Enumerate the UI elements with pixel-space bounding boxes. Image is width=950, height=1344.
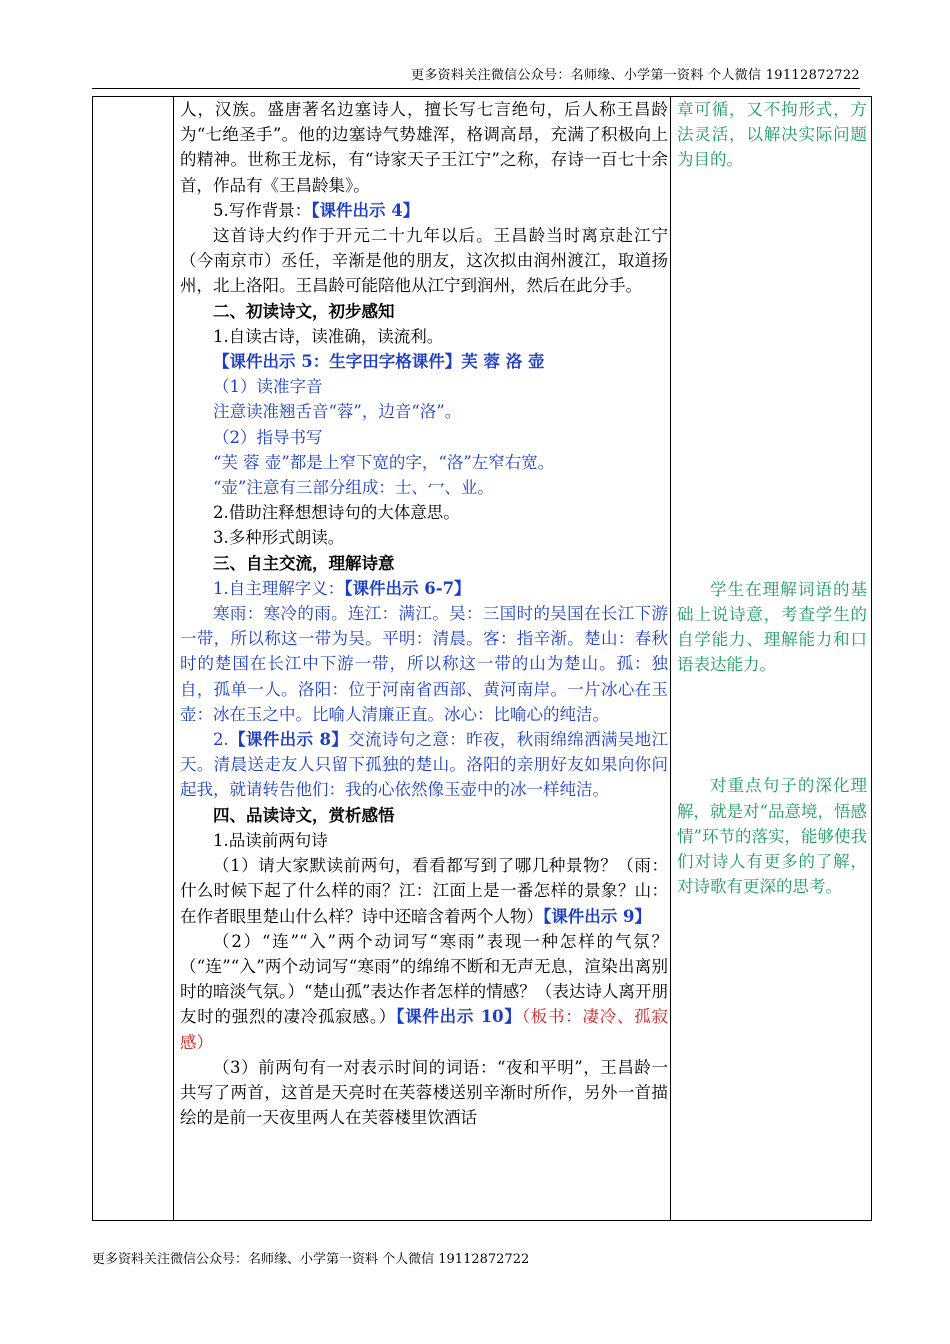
- courseware-tag-10: 【课件出示 10】: [396, 1007, 522, 1027]
- question-2: [180, 929, 668, 1055]
- teaching-process-cell: [174, 97, 671, 1221]
- read-step-3: 3.多种形式朗读。: [213, 528, 345, 548]
- poem-meaning-text: 交流诗句之意：昨夜，秋雨绵绵洒满吴地江天。清晨送走友人只留下孤独的楚山。洛阳的亲朋好友如果向你问起我，就请转告他们：我的心依然像玉壶中的冰一样纯洁。: [180, 730, 669, 800]
- section-heading-2: 二、初读诗文，初步感知: [213, 301, 395, 321]
- word-meaning-label: 1.自主理解字义：: [213, 578, 345, 598]
- courseware-tag-8: 【课件出示 8】: [228, 730, 349, 750]
- word-meaning-line: [180, 576, 668, 601]
- author-intro: 人，汉族。盛唐著名边塞诗人，擅长写七言绝句，后人称王昌龄为“七绝圣手”。他的边塞诗气势雄浑，格调高昂，充满了积极向上的精神。世称王龙标，有“诗家天子王江宁”之称，存诗一百七十余首，作品有《王昌龄集》。: [180, 100, 668, 195]
- intent-note-2: 学生在理解词语的基础上说诗意，考查学生的自学能力、理解能力和口语表达能力。: [677, 579, 867, 675]
- background-text: 这首诗大约作于开元二十九年以后。王昌龄当时离京赴江宁（今南京市）丞任，辛渐是他的朋友，这次拟由润州渡江，取道扬州，北上洛阳。王昌龄可能陪他从江宁到润州，然后在此分手。: [180, 226, 668, 296]
- header-rule: [92, 88, 860, 89]
- subheading-writing: （2）指导书写: [213, 427, 323, 447]
- design-intent-cell: [671, 97, 872, 1221]
- question-3: （3）前两句有一对表示时间的词语：“夜和平明”，王昌龄一共写了两首，这首是天亮时在芙蓉楼送别辛渐时所作，另外一首描绘的是前一天夜里两人在芙蓉楼里饮酒话: [180, 1057, 668, 1128]
- background-line: [180, 198, 668, 223]
- read-step-1: 1.自读古诗，读准确，读流利。: [213, 326, 444, 346]
- read-step-2: 2.借助注释想想诗句的大体意思。: [213, 503, 460, 523]
- spacer: [677, 173, 867, 577]
- subheading-pronunciation: （1）读准字音: [213, 377, 323, 397]
- question-2-text: （2）“连”“入”两个动词写“寒雨”表现一种怎样的气氛？（“连”“入”两个动词写“寒雨”的绵绵不断和无声无息，渲染出离别时的暗淡气氛。）“楚山孤”表达作者怎样的情感？（表达诗人离开朋友时的强烈的凄冷孤寂感。）: [180, 931, 668, 1027]
- appreciate-step-1: 1.品读前两句诗: [213, 830, 328, 850]
- courseware-tag-9: 【课件出示 9】: [543, 906, 651, 926]
- poem-meaning: [180, 727, 668, 803]
- poem-meaning-number: 2.: [213, 730, 229, 750]
- pronunciation-note: 注意读准翘舌音“蓉”，边音“洛”。: [213, 402, 462, 422]
- courseware-tag-5: 【课件出示 5：生字田字格课件】芙 蓉 洛 壶: [213, 352, 545, 372]
- intent-note-3: 对重点句子的深化理解，就是对“品意境，悟感情”环节的落实，能够使我们对诗人有更多的了解，对诗歌有更深的思考。: [677, 776, 867, 897]
- courseware-tag-4: 【课件出示 4】: [311, 200, 420, 220]
- writing-note-1: “芙 蓉 壶”都是上窄下宽的字，“洛”左窄右宽。: [213, 452, 555, 472]
- lesson-table: [92, 96, 872, 1221]
- blackboard-note: （板书：凄冷、孤寂感）: [180, 1007, 669, 1052]
- word-meanings: 寒雨：寒冷的雨。连江：满江。吴：三国时的吴国在长江下游一带，所以称这一带为吴。平明：清晨。客：指辛渐。楚山：春秋时的楚国在长江中下游一带，所以称这一带的山为楚山。孤：独自，孤单一人。洛阳：位于河南省西部、黄河南岸。一片冰心在玉壶：冰在玉之中。比喻人清廉正直。冰心：比喻心的纯洁。: [180, 604, 668, 724]
- courseware-tag-6-7: 【课件出示 6-7】: [344, 578, 471, 598]
- page-header: 更多资料关注微信公众号：名师缘、小学第一资料 个人微信 19112872722: [411, 68, 860, 83]
- question-1: [180, 853, 668, 929]
- section-heading-4: 四、品读诗文，赏析感悟: [213, 805, 395, 825]
- section-heading-3: 三、自主交流，理解诗意: [213, 553, 395, 573]
- question-1-text: （1）请大家默读前两句，看看都写到了哪几种景物？（雨：什么时候下起了什么样的雨？江：江面上是一番怎样的景象？山：在作者眼里楚山什么样？诗中还暗含着两个人物）: [180, 856, 668, 926]
- intent-note-1: 章可循，又不拘形式，方法灵活，以解决实际问题为目的。: [677, 100, 867, 170]
- left-column-cell: [93, 97, 174, 1221]
- spacer: [677, 677, 867, 773]
- page-footer: 更多资料关注微信公众号：名师缘、小学第一资料 个人微信 19112872722: [92, 1252, 530, 1267]
- background-label: 5.写作背景：: [213, 200, 312, 220]
- writing-note-2: “壶”注意有三部分组成：士、冖、业。: [213, 478, 494, 498]
